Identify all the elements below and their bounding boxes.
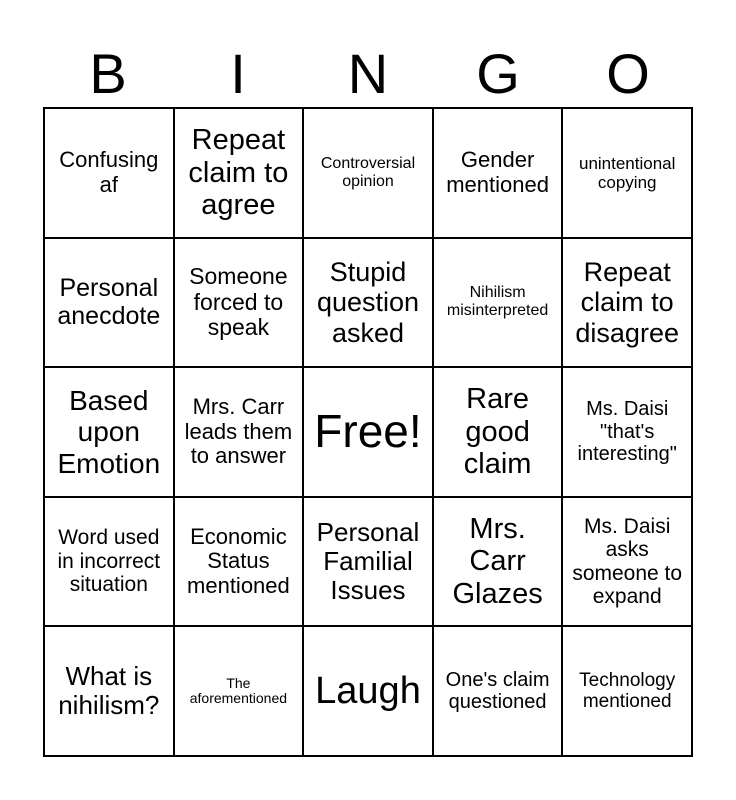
bingo-cell-r5-c4[interactable] bbox=[433, 626, 563, 756]
bingo-cell-r5-c1[interactable] bbox=[44, 626, 174, 756]
bingo-cell-r4-c4[interactable] bbox=[433, 497, 563, 627]
header-letter-i: I bbox=[230, 42, 246, 105]
bingo-cell-r3-c2[interactable] bbox=[174, 367, 304, 497]
bingo-cell-text: Someone forced to speak bbox=[189, 262, 288, 341]
header-letter-b: B bbox=[89, 42, 127, 105]
bingo-cell-text: The aforementioned bbox=[189, 674, 288, 707]
bingo-cell-text: Based upon Emotion bbox=[57, 384, 161, 479]
bingo-cell-r1-c2[interactable] bbox=[174, 108, 304, 238]
bingo-cell-text: Personal anecdote bbox=[57, 274, 161, 331]
bingo-cell-r5-c5[interactable] bbox=[562, 626, 692, 756]
bingo-cell-text: Nihilism misinterpreted bbox=[446, 284, 549, 320]
bingo-cell-text: Word used in incorrect situation bbox=[57, 526, 161, 597]
bingo-cell-r2-c3[interactable] bbox=[303, 238, 433, 368]
bingo-cell-r1-c3[interactable] bbox=[303, 108, 433, 238]
bingo-cell-r4-c3[interactable] bbox=[303, 497, 433, 627]
bingo-cell-text: Rare good claim bbox=[463, 383, 532, 481]
bingo-cell-text: Repeat claim to agree bbox=[188, 124, 289, 222]
bingo-cell-r3-c4[interactable] bbox=[433, 367, 563, 497]
bingo-cell-r4-c5[interactable] bbox=[562, 497, 692, 627]
bingo-cell-text: Confusing af bbox=[59, 147, 159, 197]
bingo-cell-r2-c4[interactable] bbox=[433, 238, 563, 368]
header-letter-g: G bbox=[476, 42, 520, 105]
bingo-cell-text: unintentional copying bbox=[578, 153, 676, 192]
bingo-cell-text: What is nihilism? bbox=[58, 661, 160, 721]
bingo-cell-r1-c5[interactable] bbox=[562, 108, 692, 238]
header-letter-n: N bbox=[347, 42, 389, 105]
bingo-cell-r1-c4[interactable] bbox=[433, 108, 563, 238]
bingo-cell-text: Economic Status mentioned bbox=[187, 523, 290, 598]
bingo-cell-text: Technology mentioned bbox=[579, 669, 676, 713]
bingo-cell-r4-c1[interactable] bbox=[44, 497, 174, 627]
bingo-cell-r3-c1[interactable] bbox=[44, 367, 174, 497]
bingo-cell-text: Ms. Daisi asks someone to expand bbox=[572, 514, 683, 609]
bingo-cell-r4-c2[interactable] bbox=[174, 497, 304, 627]
bingo-cell-text: One's claim questioned bbox=[445, 668, 550, 714]
header-letter-o: O bbox=[606, 42, 650, 105]
bingo-cell-text: Ms. Daisi "that's interesting" bbox=[577, 398, 677, 466]
bingo-cell-text: Stupid question asked bbox=[316, 257, 420, 348]
bingo-cell-text: Free! bbox=[314, 405, 422, 458]
bingo-cell-text: Controversial opinion bbox=[320, 154, 416, 190]
bingo-cell-text: Personal Familial Issues bbox=[316, 516, 420, 606]
bingo-cell-r5-c3[interactable] bbox=[303, 626, 433, 756]
bingo-cell-text: Gender mentioned bbox=[446, 147, 549, 197]
bingo-header bbox=[43, 40, 693, 108]
bingo-cell-r5-c2[interactable] bbox=[174, 626, 304, 756]
bingo-cell-r2-c2[interactable] bbox=[174, 238, 304, 368]
bingo-card bbox=[43, 107, 693, 757]
bingo-cell-text: Repeat claim to disagree bbox=[575, 257, 679, 348]
bingo-cell-r3-c5[interactable] bbox=[562, 367, 692, 497]
bingo-cell-r2-c5[interactable] bbox=[562, 238, 692, 368]
bingo-cell-text: Laugh bbox=[315, 669, 421, 712]
bingo-cell-r2-c1[interactable] bbox=[44, 238, 174, 368]
bingo-cell-r3-c3[interactable] bbox=[303, 367, 433, 497]
bingo-cell-text: Mrs. Carr leads them to answer bbox=[184, 394, 293, 469]
bingo-cell-r1-c1[interactable] bbox=[44, 108, 174, 238]
bingo-cell-text: Mrs. Carr Glazes bbox=[452, 512, 543, 610]
